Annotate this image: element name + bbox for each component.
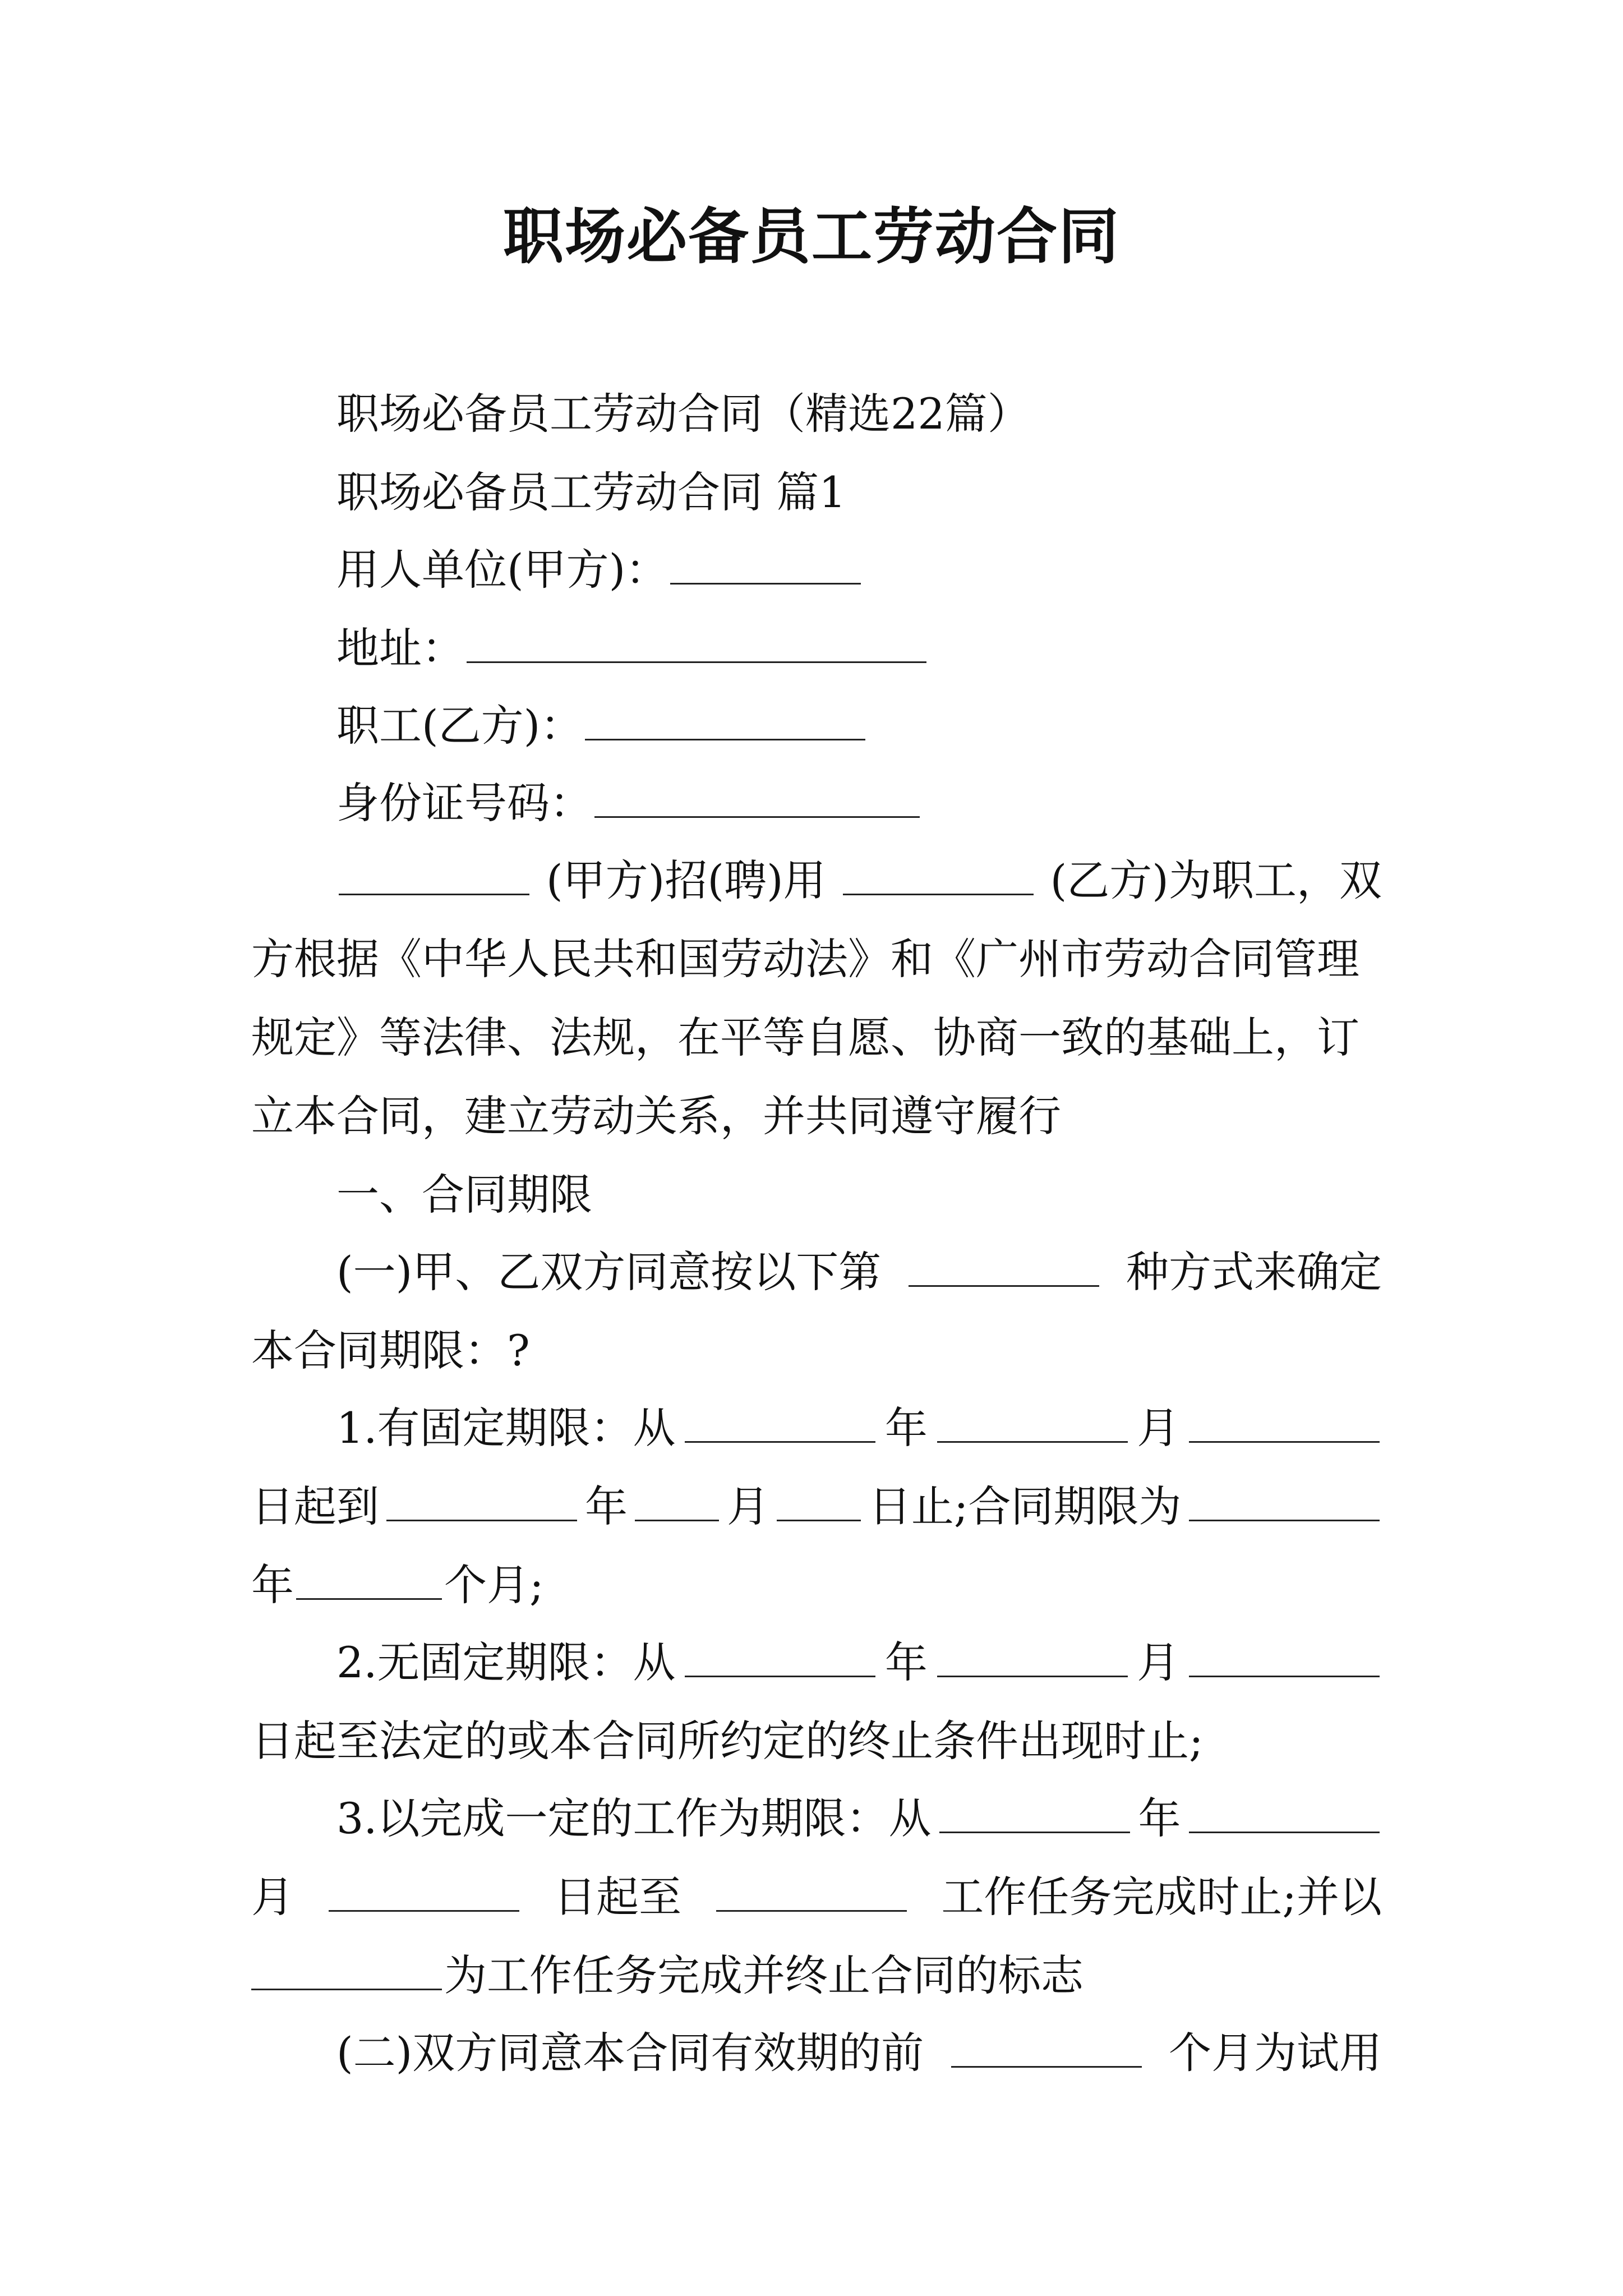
- address-blank[interactable]: [467, 628, 926, 663]
- piece-heading: 职场必备员工劳动合同 篇1: [336, 467, 846, 517]
- item-line: 月 日起至 工作任务完成时止;并以: [251, 1872, 1382, 1922]
- id-label: 身份证号码：: [336, 778, 592, 828]
- item-line: 年 个月;: [251, 1560, 544, 1610]
- id-blank[interactable]: [594, 783, 920, 818]
- task-name-blank[interactable]: [716, 1876, 907, 1912]
- employee-field: [336, 698, 868, 754]
- probation-months-blank[interactable]: [951, 2032, 1142, 2068]
- paragraph-line: 方根据《中华人民共和国劳动法》和《广州市劳动合同管理: [251, 934, 1359, 984]
- paragraph-line: 规定》等法律、法规，在平等自愿、协商一致的基础上，订: [251, 1013, 1359, 1062]
- section-heading: 一、合同期限: [336, 1170, 592, 1220]
- completion-marker-blank[interactable]: [251, 1955, 442, 1990]
- end-month-blank[interactable]: [635, 1486, 719, 1521]
- item-line: 3.以完成一定的工作为期限：从 年: [336, 1791, 1382, 1847]
- address-label: 地址：: [336, 623, 464, 673]
- clause-line: 本合同期限：?: [251, 1326, 530, 1375]
- term-years-blank[interactable]: [1189, 1486, 1380, 1521]
- task-start-year-blank[interactable]: [939, 1798, 1130, 1833]
- start-year-blank[interactable]: [685, 1407, 875, 1443]
- clause-line: (二)双方同意本合同有效期的前 个月为试用: [336, 2028, 1382, 2078]
- item-line: 日起到 年 月 日止;合同期限为: [251, 1479, 1382, 1535]
- task-start-month-blank[interactable]: [1189, 1798, 1380, 1833]
- open-start-day-blank[interactable]: [1189, 1642, 1380, 1677]
- employer-name-blank[interactable]: [339, 860, 529, 895]
- employee-blank[interactable]: [585, 705, 865, 740]
- employer-field: [336, 542, 863, 598]
- item-line: 为工作任务完成并终止合同的标志: [251, 1948, 1083, 2004]
- end-year-blank[interactable]: [386, 1486, 577, 1521]
- open-start-year-blank[interactable]: [685, 1642, 875, 1677]
- task-start-day-blank[interactable]: [329, 1876, 519, 1912]
- employee-label: 职工(乙方)：: [336, 701, 583, 751]
- item-line: 2.无固定期限：从 年 月: [336, 1635, 1382, 1691]
- open-start-month-blank[interactable]: [937, 1642, 1128, 1677]
- paragraph-line: (甲方)招(聘)用 (乙方)为职工，双: [336, 853, 1382, 909]
- id-field: [336, 775, 922, 831]
- document-title: 职场必备员工劳动合同: [502, 201, 1120, 272]
- term-months-blank[interactable]: [296, 1565, 442, 1600]
- employer-blank[interactable]: [670, 549, 861, 585]
- address-field: [336, 620, 929, 677]
- item-line: 日起至法定的或本合同所约定的终止条件出现时止;: [251, 1716, 1204, 1766]
- employer-label: 用人单位(甲方)：: [336, 545, 668, 595]
- subtitle: 职场必备员工劳动合同（精选22篇）: [336, 389, 1030, 439]
- start-month-blank[interactable]: [937, 1407, 1128, 1443]
- end-day-blank[interactable]: [777, 1486, 861, 1521]
- item-line: 1.有固定期限：从 年 月: [336, 1400, 1382, 1456]
- paragraph-line: 立本合同，建立劳动关系，并共同遵守履行: [251, 1091, 1061, 1141]
- start-day-blank[interactable]: [1189, 1407, 1380, 1443]
- clause-line: (一)甲、乙双方同意按以下第 种方式来确定: [336, 1247, 1382, 1297]
- method-number-blank[interactable]: [909, 1251, 1099, 1287]
- employee-name-blank[interactable]: [843, 860, 1034, 895]
